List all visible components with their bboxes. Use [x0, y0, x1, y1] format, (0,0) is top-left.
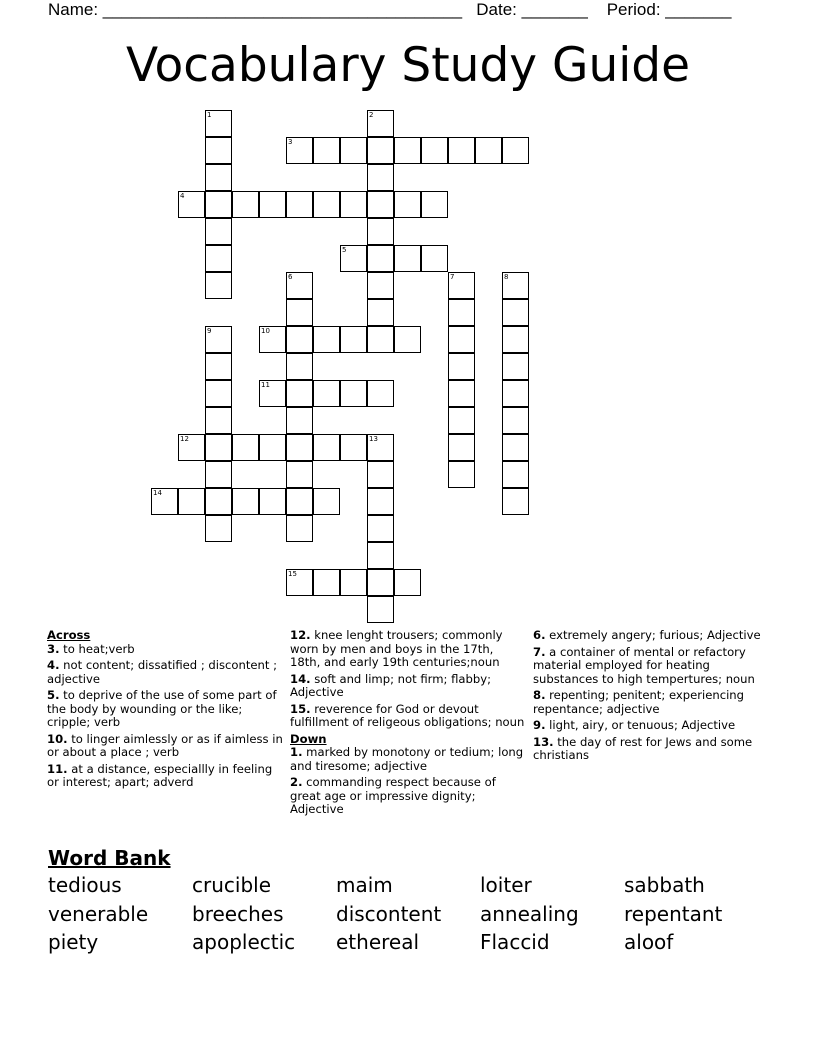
clue-down-2: 2. commanding respect because of great age or impressive dignity; Adjective [290, 775, 496, 816]
clue-down-9: 9. light, airy, or tenuous; Adjective [533, 718, 736, 732]
clue-number: 10 [261, 327, 270, 335]
crossword-cell[interactable] [205, 434, 232, 461]
crossword-cell[interactable] [502, 353, 529, 380]
period-field[interactable]: Period: _______ [606, 0, 732, 19]
crossword-cell[interactable] [448, 272, 475, 299]
crossword-cell[interactable] [421, 245, 448, 272]
crossword-cell[interactable] [313, 326, 340, 353]
word-bank-word: discontent [336, 901, 442, 926]
clue-number: 6 [288, 273, 293, 281]
crossword-cell[interactable] [448, 434, 475, 461]
crossword-cell[interactable] [205, 245, 232, 272]
crossword-cell[interactable] [286, 488, 313, 515]
clue-number: 12 [180, 435, 189, 443]
crossword-cell[interactable] [205, 461, 232, 488]
crossword-cell[interactable] [448, 380, 475, 407]
word-bank-word: annealing [480, 901, 579, 926]
clue-across-14: 14. soft and limp; not firm; flabby; Adjective [290, 671, 491, 699]
clue-across-12: 12. knee lenght trousers; commonly worn by men and boys in the 17th, 18th, and early 19th centuries;noun [290, 628, 503, 669]
crossword-cell[interactable] [502, 488, 529, 515]
crossword-cell[interactable] [313, 191, 340, 218]
crossword-cell[interactable] [367, 191, 394, 218]
clue-number: 15 [288, 570, 297, 578]
crossword-cell[interactable] [286, 434, 313, 461]
word-bank-word: tedious [48, 873, 122, 897]
clue-across-3: 3. to heat;verb [47, 641, 135, 656]
word-bank-word: repentant [624, 901, 723, 926]
crossword-cell[interactable] [286, 326, 313, 353]
crossword-cell[interactable] [205, 137, 232, 164]
crossword-cell[interactable] [259, 326, 286, 353]
crossword-cell[interactable] [259, 191, 286, 218]
crossword-cell[interactable] [178, 191, 205, 218]
word-bank-word: Flaccid [480, 930, 550, 954]
crossword-cell[interactable] [178, 434, 205, 461]
crossword-cell[interactable] [421, 137, 448, 164]
crossword-cell[interactable] [205, 326, 232, 353]
crossword-cell[interactable] [313, 434, 340, 461]
word-bank-word: loiter [480, 873, 532, 897]
crossword-cell[interactable] [367, 110, 394, 137]
crossword-cell[interactable] [421, 191, 448, 218]
crossword-cell[interactable] [313, 488, 340, 515]
crossword-cell[interactable] [286, 353, 313, 380]
word-bank-word: venerable [48, 901, 149, 926]
crossword-cell[interactable] [151, 488, 178, 515]
crossword-cell[interactable] [232, 191, 259, 218]
crossword-cell[interactable] [367, 137, 394, 164]
crossword-cell[interactable] [502, 272, 529, 299]
page-title: Vocabulary Study Guide [125, 38, 691, 93]
clue-across-4: 4. not content; dissatified ; discontent ; adjective [47, 658, 278, 686]
clues-column-2 [290, 629, 526, 820]
clue-number: 2 [369, 111, 374, 119]
crossword-cell[interactable] [232, 434, 259, 461]
clue-number: 11 [261, 381, 270, 389]
crossword-cell[interactable] [340, 569, 367, 596]
crossword-cell[interactable] [502, 137, 529, 164]
clue-number: 13 [369, 435, 378, 443]
crossword-cell[interactable] [394, 326, 421, 353]
crossword-cell[interactable] [448, 137, 475, 164]
crossword-cell[interactable] [367, 434, 394, 461]
crossword-cell[interactable] [205, 488, 232, 515]
clue-down-1: 1. marked by monotony or tedium; long and tiresome; adjective [290, 745, 524, 773]
word-bank-title: Word Bank [48, 846, 171, 870]
word-bank-word: maim [336, 873, 393, 897]
crossword-cell[interactable] [340, 380, 367, 407]
crossword-cell[interactable] [205, 380, 232, 407]
crossword-cell[interactable] [367, 515, 394, 542]
crossword-cell[interactable] [394, 569, 421, 596]
crossword-cell[interactable] [286, 569, 313, 596]
crossword-cell[interactable] [340, 137, 367, 164]
word-bank-word: ethereal [336, 930, 420, 954]
crossword-cell[interactable] [448, 407, 475, 434]
clue-number: 8 [504, 273, 509, 281]
clue-down-7: 7. a container of mental or refactory material employed for heating substances to high tempertures; noun [533, 644, 755, 686]
crossword-cell[interactable] [178, 488, 205, 515]
crossword-cell[interactable] [340, 326, 367, 353]
crossword-cell[interactable] [367, 461, 394, 488]
clue-across-10: 10. to linger aimlessly or as if aimless in or about a place ; verb [47, 731, 283, 759]
clue-across-5: 5. to deprive of the use of some part of the body by wounding or the like; cripple; verb [47, 688, 277, 729]
crossword-cell[interactable] [448, 353, 475, 380]
crossword-cell[interactable] [340, 434, 367, 461]
clues-column-1 [47, 629, 283, 793]
crossword-cell[interactable] [286, 191, 313, 218]
crossword-cell[interactable] [448, 461, 475, 488]
crossword-cell[interactable] [448, 326, 475, 353]
crossword-cell[interactable] [367, 488, 394, 515]
clue-down-8: 8. repenting; penitent; experiencing repentance; adjective [533, 688, 745, 716]
crossword-cell[interactable] [502, 461, 529, 488]
across-heading: Across [47, 628, 91, 642]
crossword-cell[interactable] [394, 137, 421, 164]
crossword-cell[interactable] [286, 380, 313, 407]
crossword-cell[interactable] [367, 596, 394, 623]
clue-across-11: 11. at a distance, especiallly in feeling or interest; apart; adverd [47, 761, 273, 789]
crossword-cell[interactable] [448, 299, 475, 326]
crossword-cell[interactable] [367, 569, 394, 596]
crossword-cell[interactable] [394, 245, 421, 272]
crossword-cell[interactable] [259, 434, 286, 461]
date-field[interactable]: Date: _______ [476, 0, 588, 19]
crossword-cell[interactable] [502, 299, 529, 326]
crossword-cell[interactable] [502, 407, 529, 434]
crossword-cell[interactable] [205, 272, 232, 299]
crossword-cell[interactable] [286, 272, 313, 299]
name-field[interactable]: Name: ______________________________________ [48, 0, 463, 19]
crossword-cell[interactable] [205, 407, 232, 434]
clue-number: 5 [342, 246, 347, 254]
crossword-cell[interactable] [502, 434, 529, 461]
crossword-cell[interactable] [259, 380, 286, 407]
crossword-cell[interactable] [475, 137, 502, 164]
crossword-cell[interactable] [313, 380, 340, 407]
clue-number: 1 [207, 111, 212, 119]
crossword-cell[interactable] [286, 407, 313, 434]
crossword-cell[interactable] [367, 326, 394, 353]
crossword-cell[interactable] [502, 380, 529, 407]
word-bank-word: apoplectic [192, 930, 296, 954]
clues-column-3 [533, 629, 769, 766]
down-heading: Down [290, 731, 327, 746]
crossword-cell[interactable] [286, 299, 313, 326]
word-bank-word: sabbath [624, 873, 705, 897]
word-bank [48, 873, 768, 959]
crossword-cell[interactable] [205, 164, 232, 191]
clue-number: 3 [288, 138, 293, 146]
crossword-cell[interactable] [286, 515, 313, 542]
crossword-cell[interactable] [205, 110, 232, 137]
crossword-cell[interactable] [286, 461, 313, 488]
crossword-cell[interactable] [205, 218, 232, 245]
word-bank-word: breeches [192, 901, 284, 926]
crossword-cell[interactable] [286, 137, 313, 164]
crossword-cell[interactable] [367, 380, 394, 407]
word-bank-word: piety [48, 930, 99, 954]
clue-number: 7 [450, 273, 455, 281]
crossword-cell[interactable] [259, 488, 286, 515]
clue-number: 14 [153, 489, 162, 497]
crossword-cell[interactable] [340, 191, 367, 218]
crossword-cell[interactable] [232, 488, 259, 515]
crossword-cell[interactable] [313, 137, 340, 164]
crossword-cell[interactable] [394, 191, 421, 218]
clue-down-13: 13. the day of rest for Jews and some christians [533, 734, 753, 762]
clue-across-15: 15. reverence for God or devout fulfillment of religeous obligations; noun [290, 701, 525, 729]
crossword-cell[interactable] [205, 515, 232, 542]
crossword-cell[interactable] [367, 299, 394, 326]
crossword-cell[interactable] [367, 245, 394, 272]
word-bank-word: aloof [624, 930, 674, 954]
word-bank-word: crucible [192, 873, 272, 897]
crossword-cell[interactable] [502, 326, 529, 353]
crossword-cell[interactable] [313, 569, 340, 596]
crossword-cell[interactable] [367, 542, 394, 569]
clue-number: 4 [180, 192, 185, 200]
crossword-cell[interactable] [367, 272, 394, 299]
crossword-cell[interactable] [205, 353, 232, 380]
crossword-cell[interactable] [367, 218, 394, 245]
crossword-cell[interactable] [340, 245, 367, 272]
clue-number: 9 [207, 327, 212, 335]
clue-down-6: 6. extremely angery; furious; Adjective [533, 628, 761, 642]
crossword-cell[interactable] [367, 164, 394, 191]
crossword-cell[interactable] [205, 191, 232, 218]
